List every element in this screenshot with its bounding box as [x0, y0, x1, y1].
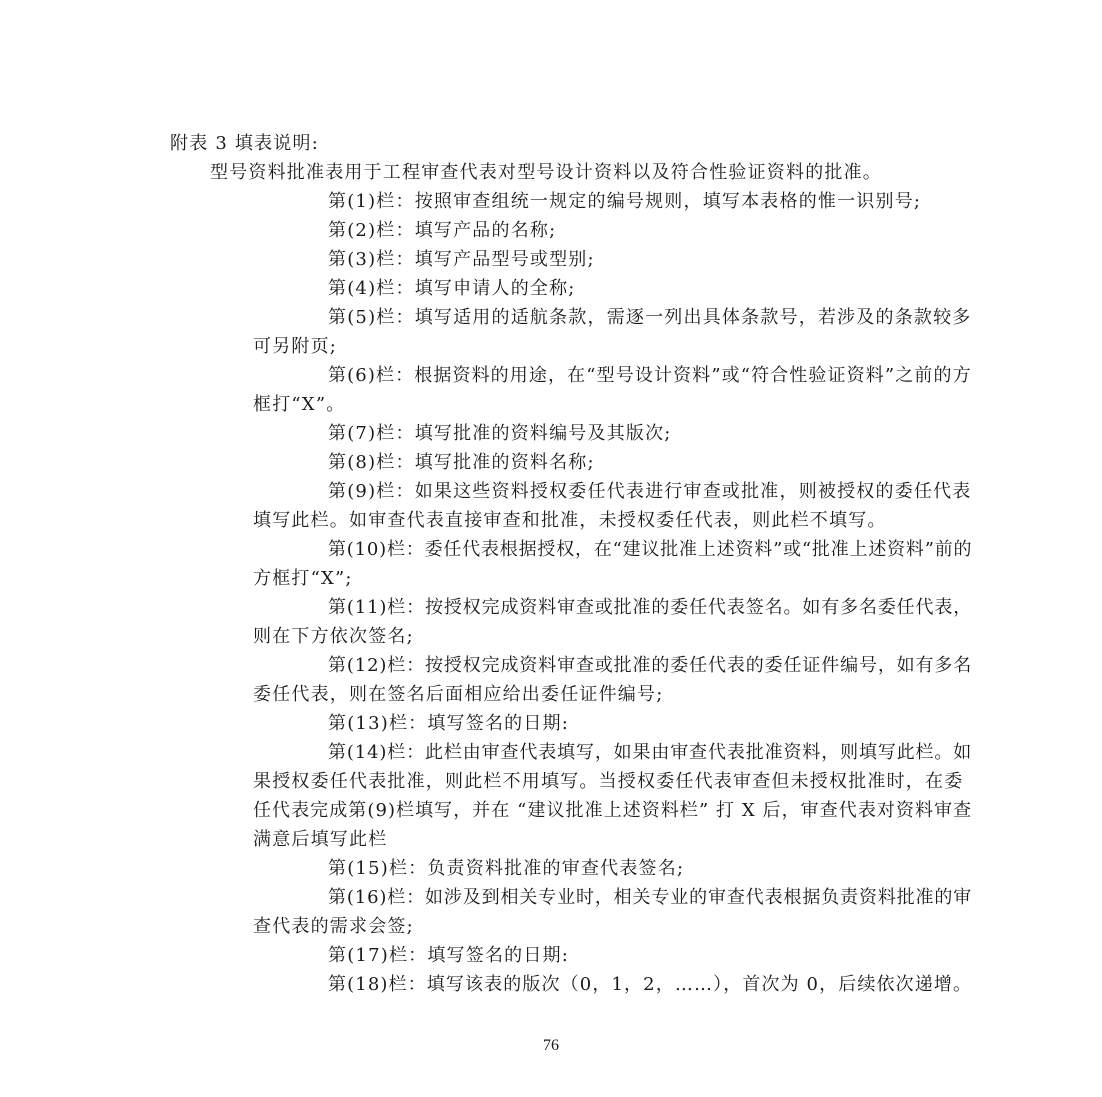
field-14-continuation-1: 果授权委任代表批准，则此栏不用填写。当授权委任代表审查但未授权批准时，在委 [253, 771, 964, 792]
field-5-line: 第(5)栏：填写适用的适航条款，需逐一列出具体条款号，若涉及的条款较多 [328, 307, 972, 328]
field-4-line: 第(4)栏：填写申请人的全称; [328, 278, 576, 299]
field-6-line: 第(6)栏：根据资料的用途，在“型号设计资料”或“符合性验证资料”之前的方 [328, 365, 972, 386]
field-11-line: 第(11)栏：按授权完成资料审查或批准的委任代表签名。如有多名委任代表， [328, 597, 973, 618]
field-14-line: 第(14)栏：此栏由审查代表填写，如果由审查代表批准资料，则填写此栏。如 [328, 742, 973, 763]
field-12-continuation: 委任代表，则在签名后面相应给出委任证件编号; [253, 684, 664, 705]
field-8-line: 第(8)栏：填写批准的资料名称; [328, 452, 595, 473]
field-5-continuation: 可另附页; [253, 336, 338, 357]
field-3-line: 第(3)栏：填写产品型号或型别; [328, 249, 595, 270]
field-9-line: 第(9)栏：如果这些资料授权委任代表进行审查或批准，则被授权的委任代表 [328, 481, 972, 502]
field-10-line: 第(10)栏：委任代表根据授权，在“建议批准上述资料”或“批准上述资料”前的 [328, 539, 973, 560]
field-18-line: 第(18)栏：填写该表的版次（0，1，2，……），首次为 0，后续依次递增。 [328, 974, 973, 995]
page-number: 76 [543, 1037, 559, 1054]
intro-paragraph: 型号资料批准表用于工程审查代表对型号设计资料以及符合性验证资料的批准。 [210, 162, 882, 183]
field-14-continuation-2: 任代表完成第(9)栏填写，并在 “建议批准上述资料栏” 打 X 后，审查代表对资料审查 [253, 800, 973, 821]
field-14-continuation-3: 满意后填写此栏 [253, 829, 388, 850]
field-12-line: 第(12)栏：按授权完成资料审查或批准的委任代表的委任证件编号，如有多名 [328, 655, 973, 676]
field-2-line: 第(2)栏：填写产品的名称; [328, 220, 557, 241]
field-1-line: 第(1)栏：按照审查组统一规定的编号规则，填写本表格的惟一识别号; [328, 191, 922, 212]
section-title: 附表 3 填表说明: [170, 133, 319, 154]
field-10-continuation: 方框打“X”; [253, 568, 353, 589]
field-15-line: 第(15)栏：负责资料批准的审查代表签名; [328, 858, 685, 879]
field-9-continuation: 填写此栏。如审查代表直接审查和批准，未授权委任代表，则此栏不填写。 [253, 510, 887, 531]
field-17-line: 第(17)栏：填写签名的日期: [328, 945, 570, 966]
field-6-continuation: 框打“X”。 [253, 394, 346, 415]
field-16-continuation: 查代表的需求会签; [253, 916, 414, 937]
field-7-line: 第(7)栏：填写批准的资料编号及其版次; [328, 423, 672, 444]
field-16-line: 第(16)栏：如涉及到相关专业时，相关专业的审查代表根据负责资料批准的审 [328, 887, 973, 908]
field-11-continuation: 则在下方依次签名; [253, 626, 414, 647]
field-13-line: 第(13)栏：填写签名的日期: [328, 713, 570, 734]
